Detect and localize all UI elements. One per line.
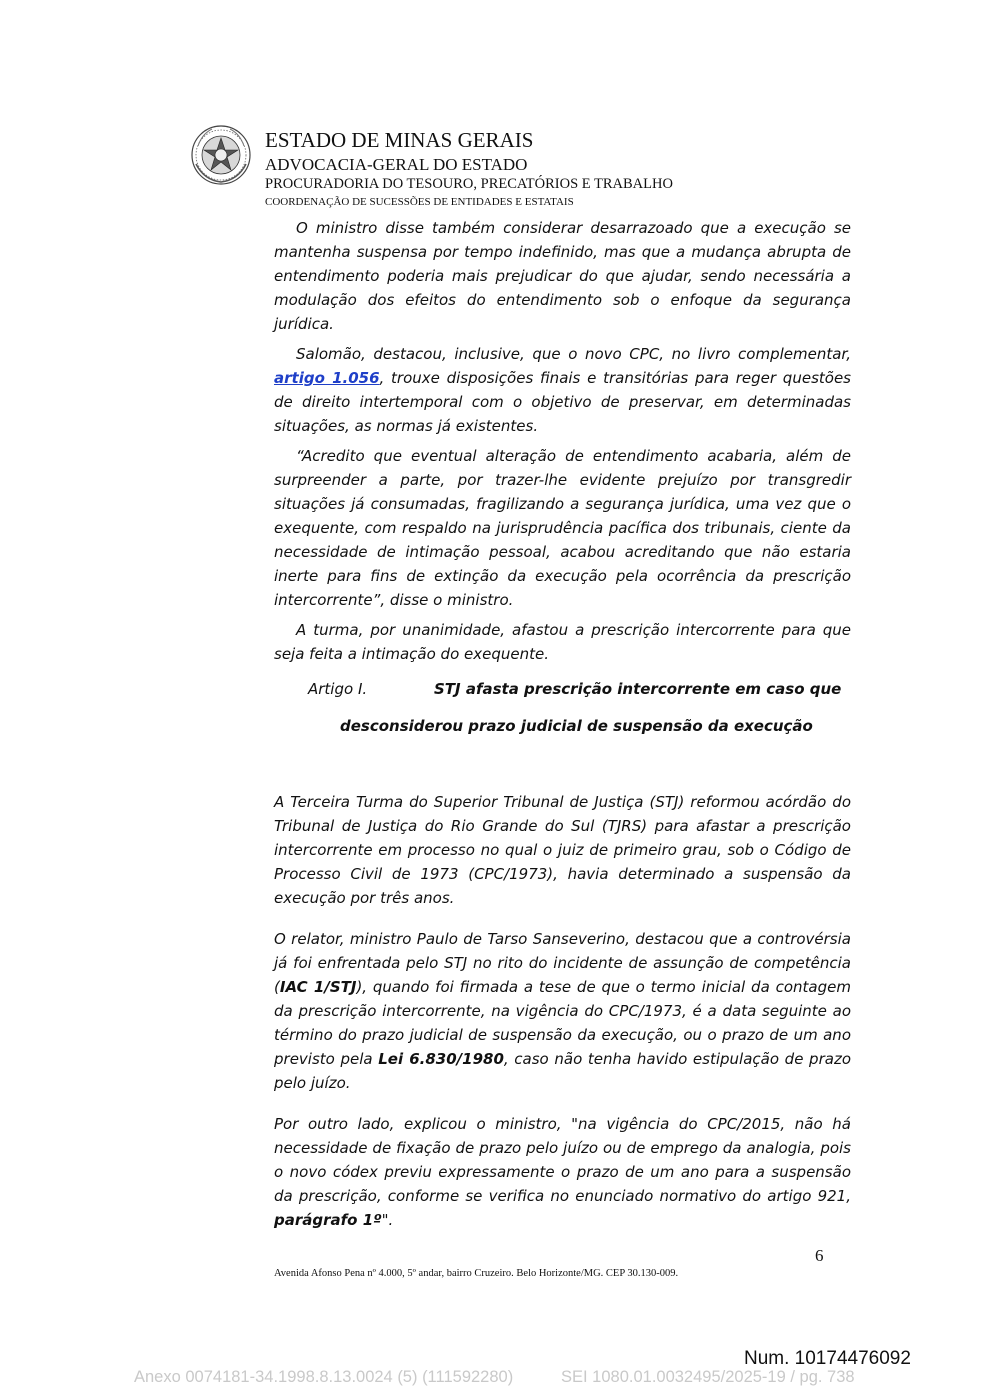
article-title-line-2: desconsiderou prazo judicial de suspensão da execução [340, 717, 813, 735]
paragraph-1: O ministro disse também considerar desarrazoado que a execução se mantenha suspensa por tempo indefinido, mas que a mudança abrupta de entendimento poderia mais prejudicar do que ajudar, sendo necessária a modulação dos efeitos do entendimento sob o enfoque da segurança jurídica. [274, 219, 851, 333]
state-coat-of-arms-icon [190, 124, 252, 186]
lei-reference: Lei 6.830/1980 [378, 1050, 504, 1068]
document-number-stamp: Num. 10174476092 [744, 1348, 911, 1369]
paragraph-3-quote: “Acredito que eventual alteração de entendimento acabaria, além de surpreender a parte, por trazer-lhe evidente prejuízo por transgredir situações já consumadas, fragilizando a segurança jurídica, uma vez que o exequente, com respaldo na jurisprudência pacífica dos tribunais, ciente da necessidade de intimação pessoal, acabou acreditando que não estaria inerte para fins de extinção da execução pela ocorrência da prescrição intercorrente”, disse o ministro. [274, 447, 851, 609]
footer-address: Avenida Afonso Pena nº 4.000, 5º andar, bairro Cruzeiro. Belo Horizonte/MG. CEP 30.130-009. [274, 1268, 679, 1279]
paragraph-2-text-b: , trouxe disposições finais e transitórias para reger questões de direito intertemporal com o objetivo de preservar, em determinadas situações, as normas já existentes. [274, 369, 851, 435]
iac-reference: IAC 1/STJ [279, 978, 357, 996]
sei-watermark: SEI 1080.01.0032495/2025-19 / pg. 738 [561, 1368, 855, 1386]
paragraph-6-text-a: O relator, ministro Paulo de Tarso Sanseverino, destacou que a controvérsia já foi enfrentada pelo STJ no rito do incidente de assunção de competência ( [274, 930, 851, 996]
letterhead-state: ESTADO DE MINAS GERAIS [265, 128, 534, 152]
paragraph-4: A turma, por unanimidade, afastou a prescrição intercorrente para que seja feita a intimação do exequente. [274, 621, 851, 663]
article-title-line-1: STJ afasta prescrição intercorrente em caso que [434, 680, 842, 698]
paragraph-2-text-a: Salomão, destacou, inclusive, que o novo CPC, no livro complementar, [296, 345, 851, 363]
paragraph-6-text-d: , caso não tenha havido estipulação de prazo pelo juízo. [274, 1050, 851, 1092]
page-number: 6 [815, 1246, 824, 1265]
letterhead-procuradoria: PROCURADORIA DO TESOURO, PRECATÓRIOS E TRABALHO [265, 176, 673, 192]
letterhead-agency: ADVOCACIA-GERAL DO ESTADO [265, 155, 528, 174]
paragrafo-reference: parágrafo 1º [274, 1211, 382, 1229]
paragraph-5: A Terceira Turma do Superior Tribunal de Justiça (STJ) reformou acórdão do Tribunal de Justiça do Rio Grande do Sul (TJRS) para afastar a prescrição intercorrente em processo no qual o juiz de primeiro grau, sob o Código de Processo Civil de 1973 (CPC/1973), havia determinado a suspensão da execução por três anos. [274, 793, 851, 907]
paragraph-6 [274, 927, 851, 1095]
anexo-watermark: Anexo 0074181-34.1998.8.13.0024 (5) (111592280) [134, 1368, 514, 1386]
paragraph-7-text-c: ". [381, 1211, 394, 1229]
paragraph-7 [274, 1112, 851, 1232]
letterhead-coordenacao: COORDENAÇÃO DE SUCESSÕES DE ENTIDADES E ESTATAIS [265, 196, 574, 208]
artigo-1056-link[interactable]: artigo 1.056 [274, 369, 380, 387]
paragraph-2 [274, 342, 851, 438]
paragraph-7-text-a: Por outro lado, explicou o ministro, "na vigência do CPC/2015, não há necessidade de fixação de prazo pelo juízo ou de emprego da analogia, pois o novo códex previu expressamente o prazo de um ano para a suspensão da prescrição, conforme se verifica no enunciado normativo do artigo 921, [274, 1115, 851, 1205]
article-number: Artigo I. [308, 680, 368, 698]
paragraph-6-text-c: ), quando foi firmada a tese de que o termo inicial da contagem da prescrição intercorrente, na vigência do CPC/1973, é a data seguinte ao término do prazo judicial de suspensão da execução, ou o prazo de um ano previsto pela [274, 978, 851, 1068]
